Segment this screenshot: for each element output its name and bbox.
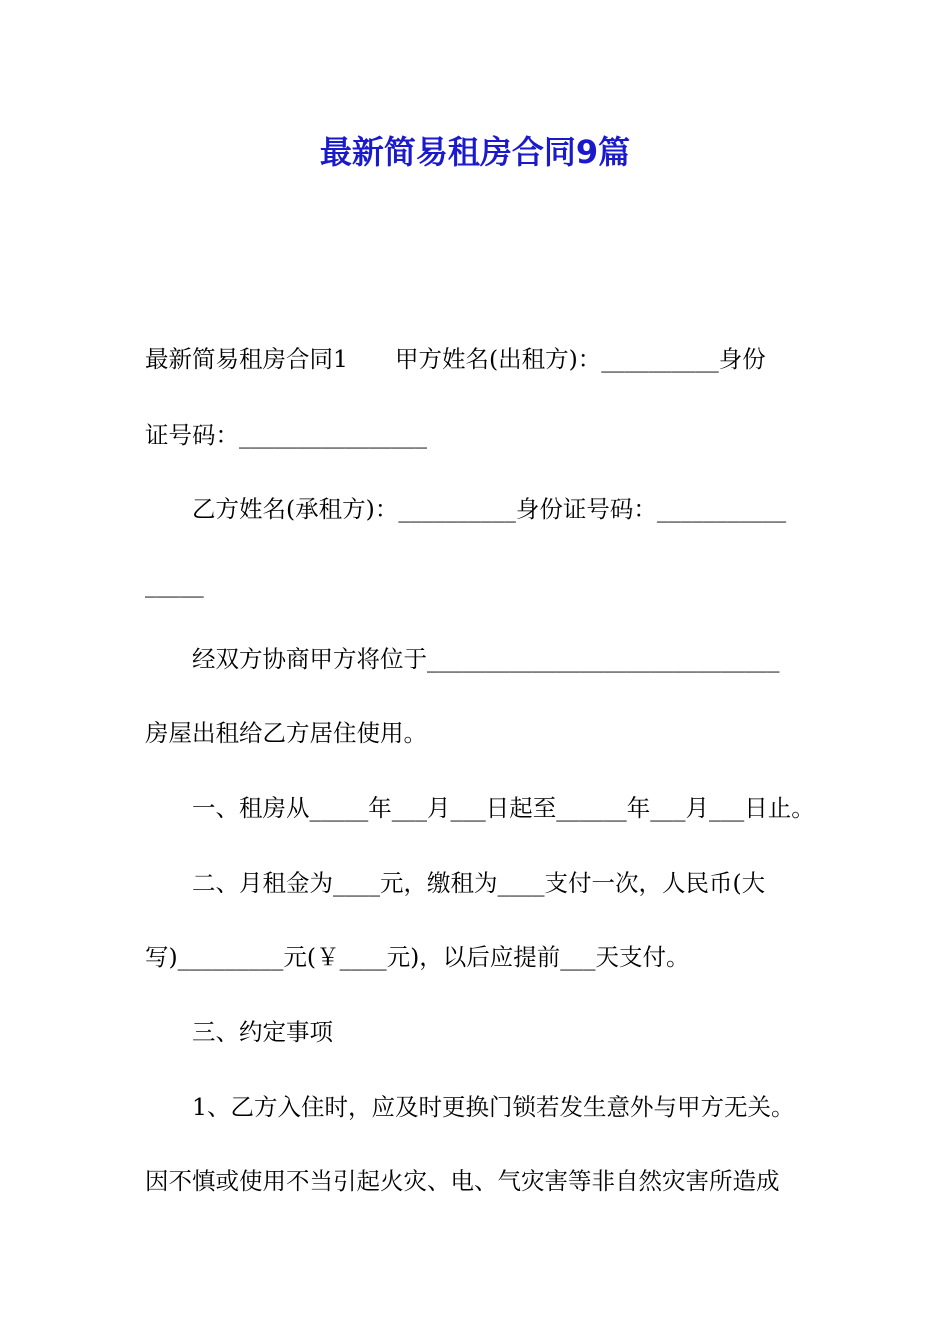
paragraph-line: 写)_________元(￥____元)，以后应提前___天支付。 — [145, 943, 690, 971]
paragraph-line: 三、约定事项 — [192, 1018, 333, 1046]
paragraph-line: 乙方姓名(承租方)：__________身份证号码：___________ — [192, 495, 787, 523]
paragraph-line: 因不慎或使用不当引起火灾、电、气灾害等非自然灾害所造成 — [145, 1167, 780, 1195]
paragraph-line: _____ — [145, 570, 204, 598]
paragraph-line: 经双方协商甲方将位于______________________________ — [192, 645, 780, 673]
paragraph-line: 二、月租金为____元，缴租为____支付一次，人民币(大 — [192, 869, 766, 897]
paragraph-line: 1、乙方入住时，应及时更换门锁若发生意外与甲方无关。 — [192, 1093, 795, 1121]
paragraph-line: 最新简易租房合同1 甲方姓名(出租方)：__________身份 — [145, 345, 766, 373]
paragraph-line: 一、租房从_____年___月___日起至______年___月___日止。 — [192, 794, 815, 822]
document-title: 最新简易租房合同9篇 — [319, 133, 631, 171]
paragraph-line: 证号码：________________ — [145, 421, 427, 449]
paragraph-line: 房屋出租给乙方居住使用。 — [145, 719, 427, 747]
